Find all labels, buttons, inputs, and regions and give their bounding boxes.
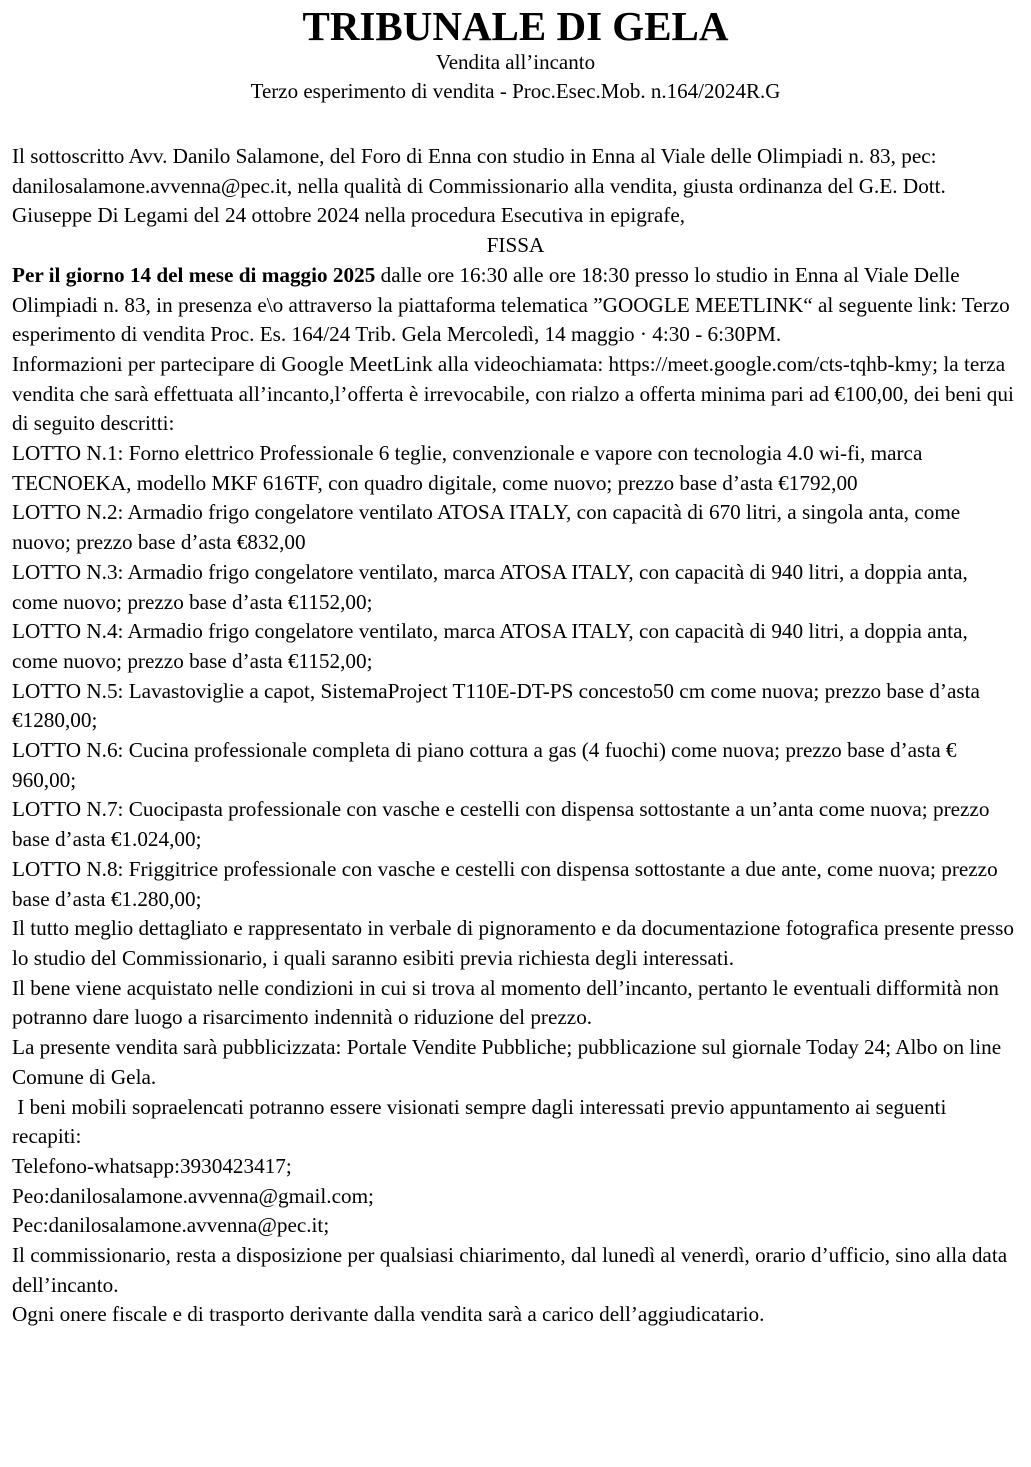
fissa-heading: FISSA (486, 233, 545, 258)
lot-item: LOTTO N.5: Lavastoviglie a capot, SistemaProject T110E-DT-PS concesto50 cm come nuova; prezzo base d’asta €1280,00; (12, 678, 980, 733)
document-page (0, 4, 1031, 1467)
availability-paragraph: Il commissionario, resta a disposizione per qualsiasi chiarimento, dal lunedì al venerdì, orario d’ufficio, sino alla data dell’incanto. (12, 1243, 1008, 1297)
document-subtitle: Vendita all’incanto (435, 50, 596, 74)
sale-date-details: dalle ore 16:30 alle ore 18:30 presso lo studio in Enna al Viale Delle Olimpiadi n. 83, in presenza e\o attraverso la piattaforma telematica ”GOOGLE MEETLINK“ al seguente link: Terzo esperimento di vendita Proc. Es. 164/24 Trib. Gela Mercoledì, 14 maggio · 4:30 - 6:30PM. (12, 262, 1010, 347)
meet-info-paragraph: Informazioni per partecipare di Google MeetLink alla videochiamata: https://meet.google.com/cts-tqhb-kmy; la terza vendita che sarà effettuata all’incanto,l’offerta è irrevocabile, con rialzo a offerta minima pari ad €100,00, dei beni qui di seguito descritti: (12, 351, 1014, 436)
procedure-reference: Terzo esperimento di vendita - Proc.Esec.Mob. n.164/2024R.G (250, 79, 781, 103)
lot-item: LOTTO N.8: Friggitrice professionale con vasche e cestelli con dispensa sottostante a due ante, come nuova; prezzo base d’asta €1.280,00; (12, 856, 998, 911)
lot-item: LOTTO N.4: Armadio frigo congelatore ventilato, marca ATOSA ITALY, con capacità di 940 litri, a doppia anta, come nuovo; prezzo base d’asta €1152,00; (12, 619, 968, 673)
condition-paragraph: Il bene viene acquistato nelle condizioni in cui si trova al momento dell’incanto, pertanto le eventuali difformità non potranno dare luogo a risarcimento indennità o riduzione del prezzo. (12, 975, 999, 1030)
document-body (12, 142, 1019, 1330)
contact-phone: Telefono-whatsapp:3930423417; (12, 1153, 292, 1178)
lot-item: LOTTO N.6: Cucina professionale completa di piano cottura a gas (4 fuochi) come nuova; prezzo base d’asta € 960,00; (12, 738, 957, 792)
lot-item: LOTTO N.7: Cuocipasta professionale con vasche e cestelli con dispensa sottostante a un’anta come nuova; prezzo base d’asta €1.024,00; (12, 797, 990, 852)
document-title: TRIBUNALE DI GELA (302, 3, 729, 49)
details-paragraph: Il tutto meglio dettagliato e rappresentato in verbale di pignoramento e da documentazione fotografica presente presso lo studio del Commissionario, i quali saranno esibiti previa richiesta degli interessati. (12, 916, 1014, 970)
lot-item: LOTTO N.1: Forno elettrico Professionale 6 teglie, convenzionale e vapore con tecnologia 4.0 wi-fi, marca TECNOEKA, modello MKF 616TF, con quadro digitale, come nuovo; prezzo base d’asta €1792,00 (12, 441, 923, 495)
viewing-paragraph: I beni mobili sopraelencati potranno essere visionati sempre dagli interessati previo appuntamento ai seguenti recapiti: (12, 1094, 952, 1149)
date-paragraph (12, 261, 1019, 350)
sale-date: Per il giorno 14 del mese di maggio 2025 (12, 262, 376, 287)
lot-item: LOTTO N.2: Armadio frigo congelatore ventilato ATOSA ITALY, con capacità di 670 litri, a singola anta, come nuovo; prezzo base d’asta €832,00 (12, 500, 961, 555)
contact-pec: Pec:danilosalamone.avvenna@pec.it; (12, 1213, 330, 1238)
publicity-paragraph: La presente vendita sarà pubblicizzata: Portale Vendite Pubbliche; pubblicazione sul giornale Today 24; Albo on line Comune di Gela. (12, 1035, 1002, 1089)
intro-paragraph: Il sottoscritto Avv. Danilo Salamone, del Foro di Enna con studio in Enna al Viale delle Olimpiadi n. 83, pec: danilosalamone.avvenna@pec.it, nella qualità di Commissionario alla vendita, giusta ordinanza del G.E. Dott. Giuseppe Di Legami del 24 ottobre 2024 nella procedura Esecutiva in epigrafe, (12, 144, 946, 228)
closing-paragraph: Ogni onere fiscale e di trasporto derivante dalla vendita sarà a carico dell’aggiudicatario. (12, 1302, 765, 1327)
contact-peo: Peo:danilosalamone.avvenna@gmail.com; (12, 1183, 374, 1208)
lot-item: LOTTO N.3: Armadio frigo congelatore ventilato, marca ATOSA ITALY, con capacità di 940 litri, a doppia anta, come nuovo; prezzo base d’asta €1152,00; (12, 559, 968, 614)
